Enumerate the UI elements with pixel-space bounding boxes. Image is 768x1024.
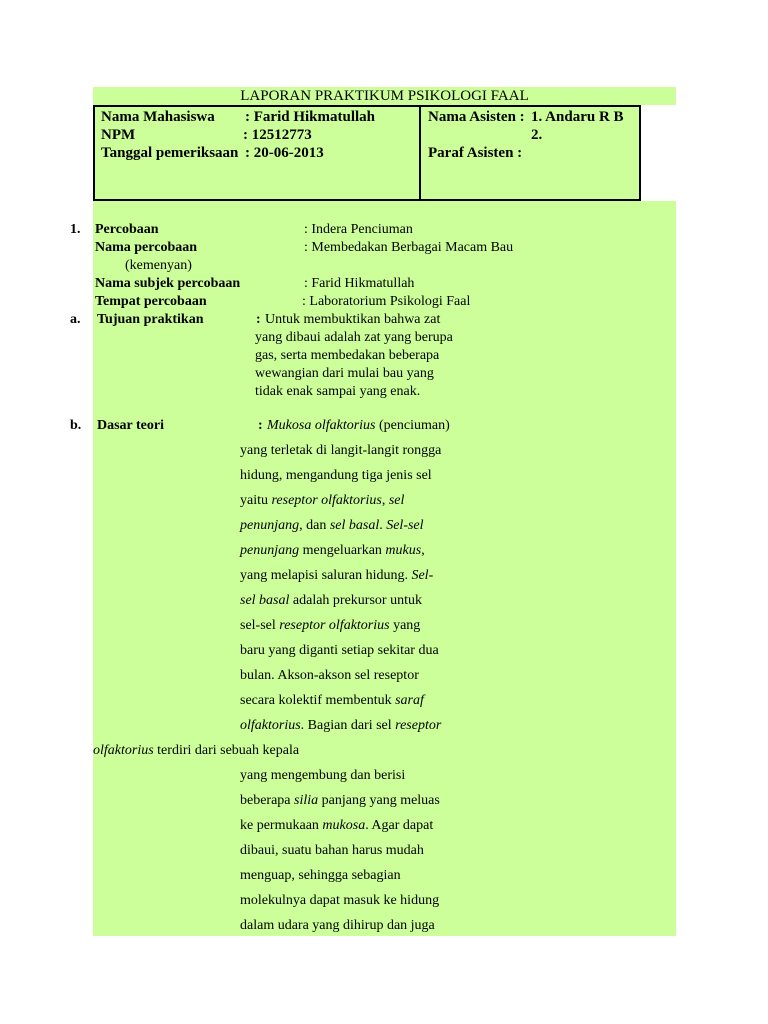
theory-line: penunjang mengeluarkan mukus, [240,543,425,558]
theory-line: beberapa silia panjang yang meluas [240,793,440,808]
theory-line: bulan. Akson-akson sel reseptor [240,668,419,683]
tujuan-line: yang dibaui adalah zat yang berupa [255,330,453,345]
tujuan-line: Untuk membuktikan bahwa zat [265,312,441,327]
assistant-2: 2. [531,127,543,143]
dasar-teori-label: Dasar teori [97,418,164,433]
theory-line: sel basal adalah prekursor untuk [240,593,422,608]
percobaan-label: Percobaan [95,222,159,237]
signature-label: Paraf Asisten : [428,145,523,161]
date-label: Tanggal pemeriksaan [101,145,239,161]
tujuan-line: gas, serta membedakan beberapa [255,348,440,363]
theory-line: menguap, sehingga sebagian [240,868,401,883]
section-a-letter: a. [70,312,81,327]
theory-line: dalam udara yang dihirup dan juga [240,918,435,933]
theory-line: penunjang, dan sel basal. Sel-sel [240,518,424,533]
npm-value: : 12512773 [243,127,312,143]
tempat-label: Tempat percobaan [95,294,207,309]
theory-line: ke permukaan mukosa. Agar dapat [240,818,434,833]
assistant-1: 1. Andaru R B [531,109,624,125]
dasar-teori-colon: : [258,418,263,433]
subjek-value: : Farid Hikmatullah [304,276,415,291]
header-divider [419,105,421,201]
theory-line: sel-sel reseptor olfaktorius yang [240,618,421,633]
theory-line: Mukosa olfaktorius (penciuman) [267,418,450,433]
theory-line: hidung, mengandung tiga jenis sel [240,468,432,483]
percobaan-value: : Indera Penciuman [304,222,413,237]
assistant-label: Nama Asisten : [428,109,525,125]
theory-line: yang terletak di langit-langit rongga [240,443,442,458]
theory-line: dibaui, suatu bahan harus mudah [240,843,424,858]
student-name-value: : Farid Hikmatullah [245,109,376,125]
tujuan-colon: : [256,312,261,327]
theory-line: olfaktorius terdiri dari sebuah kepala [93,743,300,758]
npm-label: NPM [101,127,136,143]
subjek-label: Nama subjek percobaan [95,276,241,291]
theory-line: molekulnya dapat masuk ke hidung [240,893,440,908]
theory-line: baru yang diganti setiap sekitar dua [240,643,439,658]
date-value: : 20-06-2013 [245,145,324,161]
theory-line: yang mengembung dan berisi [240,768,406,783]
tujuan-label: Tujuan praktikan [97,312,204,327]
theory-line: yang melapisi saluran hidung. Sel- [240,568,434,583]
section-b-letter: b. [70,418,82,433]
student-name-label: Nama Mahasiswa [101,109,215,125]
theory-line: secara kolektif membentuk saraf [240,693,424,708]
nama-percobaan-cont: (kemenyan) [125,258,192,273]
tujuan-line: wewangian dari mulai bau yang [255,366,434,381]
tempat-value: : Laboratorium Psikologi Faal [302,294,471,309]
section-1-number: 1. [70,222,81,237]
theory-line: yaitu reseptor olfaktorius, sel [240,493,405,508]
page-title: LAPORAN PRAKTIKUM PSIKOLOGI FAAL [240,88,529,104]
tujuan-line: tidak enak sampai yang enak. [255,384,421,399]
theory-line: olfaktorius. Bagian dari sel reseptor [240,718,442,733]
nama-percobaan-label: Nama percobaan [95,240,198,255]
nama-percobaan-value: : Membedakan Berbagai Macam Bau [304,240,514,255]
